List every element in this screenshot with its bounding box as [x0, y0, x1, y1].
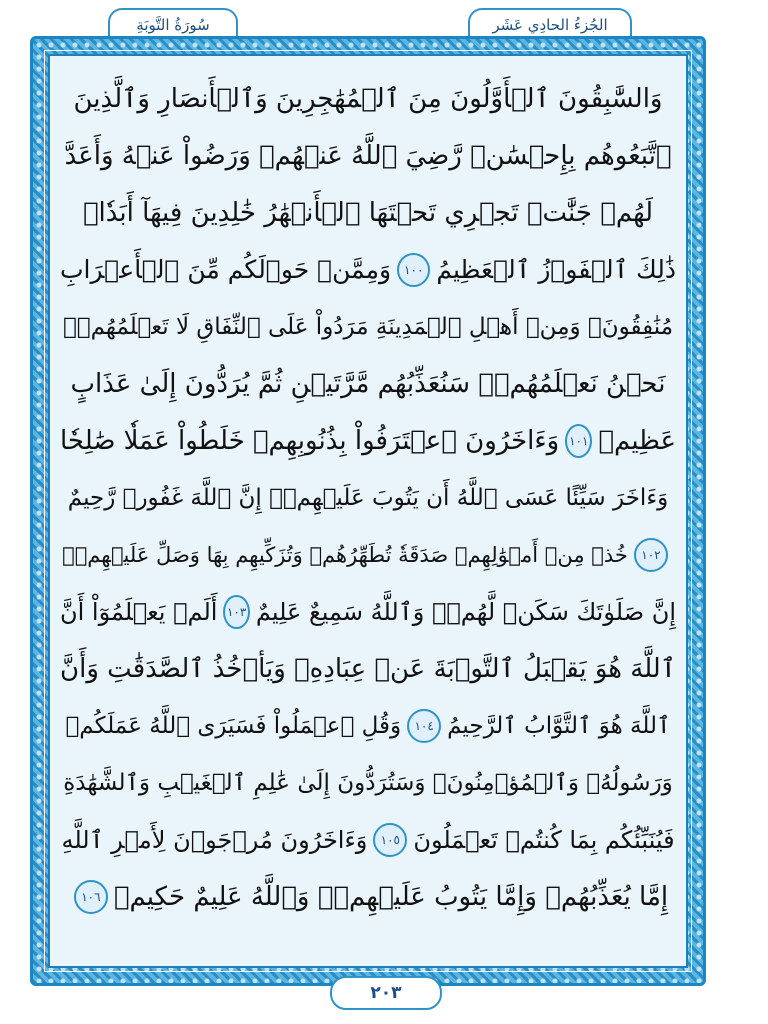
verse-text: لَهُمۡ جَنَّٰتٖ تَجۡرِي تَحۡتَهَا ٱلۡأَنۡهَٰرُ خَٰلِدِينَ فِيهَآ أَبَدٗاۚ [82, 197, 654, 228]
verse-text: نَحۡنُ نَعۡلَمُهُمۡۚ سَنُعَذِّبُهُم مَّرَّتَيۡنِ ثُمَّ يُرَدُّونَ إِلَىٰ عَذَابٍ [70, 368, 666, 399]
text-line [60, 811, 676, 868]
text-line [60, 754, 676, 811]
juz-name: الجُزءُ الحادِي عَشَر [492, 16, 608, 34]
text-line [60, 469, 676, 526]
text-line [60, 241, 676, 298]
ayah-number-marker: ١٠٥ [373, 823, 407, 857]
ayah-number-marker: ١٠٤ [407, 709, 441, 743]
ayah-number-marker: ١٠٣ [223, 595, 249, 629]
text-line [60, 640, 676, 697]
page-number [330, 976, 442, 1010]
verse-text: وَءَاخَرُونَ مُرۡجَوۡنَ لِأَمۡرِ ٱللَّهِ [61, 825, 368, 854]
text-line [60, 355, 676, 412]
page-number-label: ٢٠٣ [370, 983, 402, 1003]
surah-name: سُورَةُ التَّوبَةِ [136, 16, 210, 34]
text-line [60, 583, 676, 640]
text-line [60, 868, 676, 925]
text-line [60, 412, 676, 469]
quran-text [60, 70, 676, 925]
verse-text: عَظِيمٖ [598, 425, 676, 456]
verse-text: وَالسَّٰبِقُونَ ٱلۡأَوَّلُونَ مِنَ ٱلۡمُهَٰجِرِينَ وَٱلۡأَنصَارِ وَٱلَّذِينَ [73, 83, 663, 114]
text-line [60, 298, 676, 355]
verse-text: إِنَّ صَلَوٰتَكَ سَكَنٞ لَّهُمۡۗ وَٱللَّهُ سَمِيعٌ عَلِيمٌ [255, 597, 676, 626]
text-line [60, 70, 676, 127]
ayah-number-marker: ١٠٢ [634, 538, 668, 572]
text-line [60, 127, 676, 184]
verse-text: خُذۡ مِنۡ أَمۡوَٰلِهِمۡ صَدَقَةٗ تُطَهِّرُهُمۡ وَتُزَكِّيهِم بِهَا وَصَلِّ عَلَيۡهِمۡۖ [62, 542, 628, 567]
text-line [60, 184, 676, 241]
ayah-number-marker: ١٠٦ [74, 880, 108, 914]
verse-text: ٱللَّهَ هُوَ ٱلتَّوَّابُ ٱلرَّحِيمُ [447, 712, 671, 739]
verse-text: وَرَسُولُهُۥ وَٱلۡمُؤۡمِنُونَۖ وَسَتُرَدُّونَ إِلَىٰ عَٰلِمِ ٱلۡغَيۡبِ وَٱلشَّهَٰدَةِ [63, 769, 673, 796]
verse-text: ذَٰلِكَ ٱلۡفَوۡزُ ٱلۡعَظِيمُ [436, 255, 676, 284]
verse-text: وَءَاخَرُونَ ٱعۡتَرَفُواْ بِذُنُوبِهِمۡ خَلَطُواْ عَمَلٗا صَٰلِحٗا [60, 425, 560, 456]
verse-text: أَلَمۡ يَعۡلَمُوٓاْ أَنَّ [60, 597, 218, 626]
verse-text: وَمِمَّنۡ حَوۡلَكُم مِّنَ ٱلۡأَعۡرَابِ [60, 255, 392, 284]
verse-text: وَقُلِ ٱعۡمَلُواْ فَسَيَرَى ٱللَّهُ عَمَلَكُمۡ [65, 712, 402, 739]
verse-text: إِمَّا يُعَذِّبُهُمۡ وَإِمَّا يَتُوبُ عَلَيۡهِمۡۗ وَٱللَّهُ عَلِيمٌ حَكِيمٞ [113, 881, 669, 912]
verse-text: ٱتَّبَعُوهُم بِإِحۡسَٰنٖ رَّضِيَ ٱللَّهُ عَنۡهُمۡ وَرَضُواْ عَنۡهُ وَأَعَدَّ [64, 140, 672, 171]
ayah-number-marker: ١٠٠ [397, 253, 430, 287]
ayah-number-marker: ١٠١ [565, 424, 592, 458]
verse-text: فَيُنَبِّئُكُم بِمَا كُنتُمۡ تَعۡمَلُونَ [413, 825, 675, 854]
verse-text: وَءَاخَرَ سَيِّئًا عَسَى ٱللَّهُ أَن يَتُوبَ عَلَيۡهِمۡۚ إِنَّ ٱللَّهَ غَفُورٞ رَّحِيمٌ [67, 484, 669, 511]
text-line [60, 526, 676, 583]
text-line [60, 697, 676, 754]
verse-text: ٱللَّهَ هُوَ يَقۡبَلُ ٱلتَّوۡبَةَ عَنۡ عِبَادِهِۦ وَيَأۡخُذُ ٱلصَّدَقَٰتِ وَأَنَّ [60, 653, 676, 684]
verse-text: مُنَٰفِقُونَۖ وَمِنۡ أَهۡلِ ٱلۡمَدِينَةِ مَرَدُواْ عَلَى ٱلنِّفَاقِ لَا تَعۡلَمُهُمۡۖ [62, 313, 674, 340]
